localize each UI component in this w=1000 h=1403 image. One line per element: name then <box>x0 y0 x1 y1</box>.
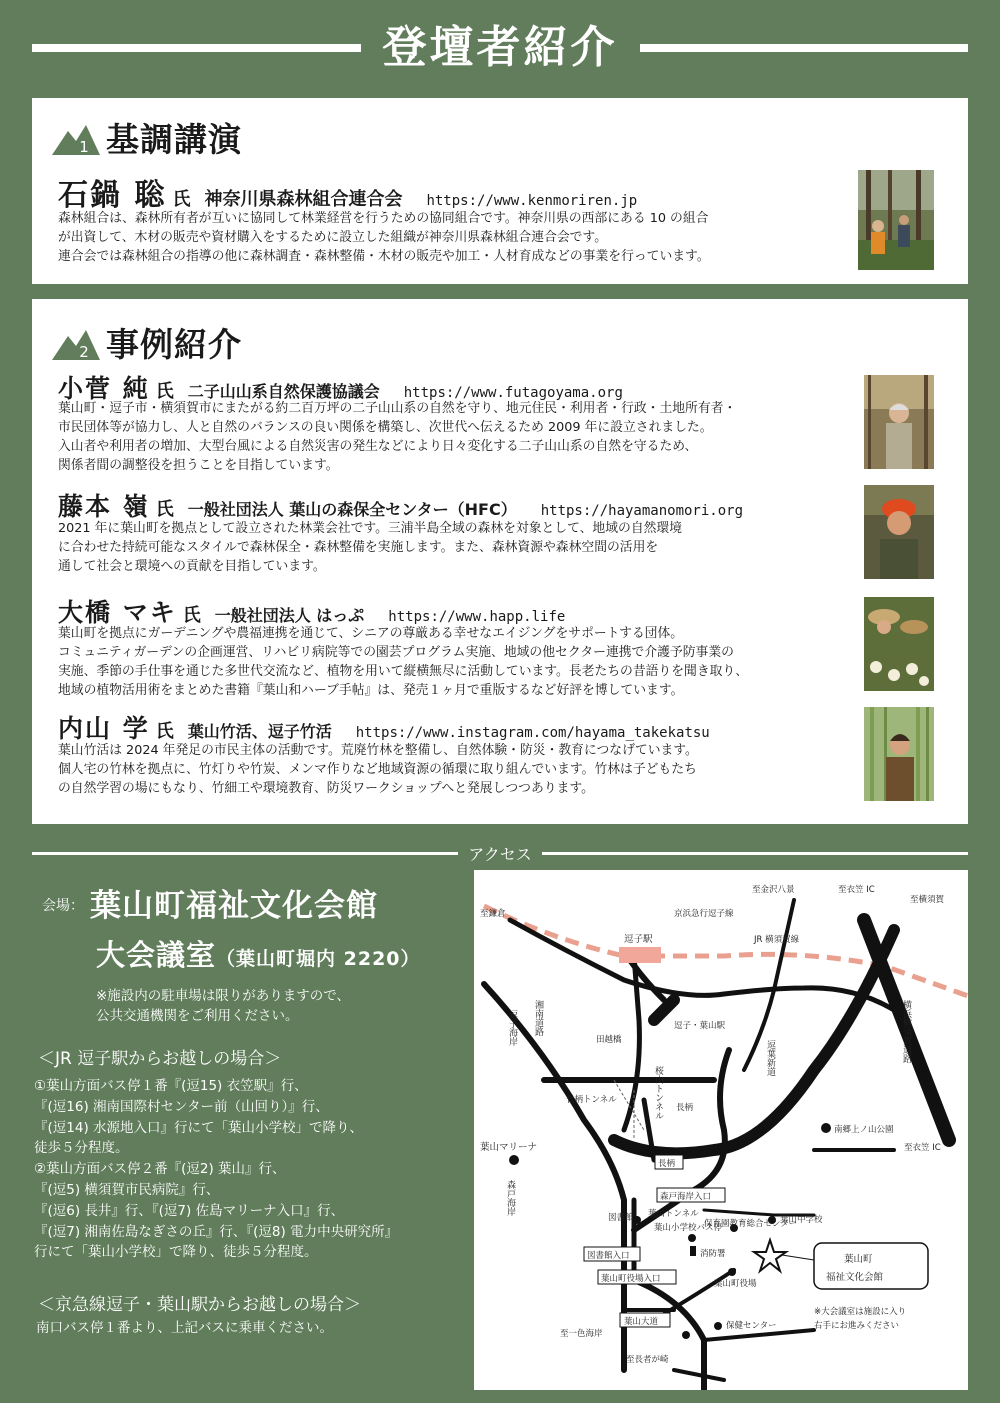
map-label: 桜山トンネル <box>653 1066 663 1120</box>
map-label: 葉山町役場 <box>714 1279 757 1289</box>
map-label: 葉山町役場入口 <box>601 1274 661 1284</box>
speaker-org: 二子山山系自然保護協議会 <box>187 382 380 401</box>
speaker-photo <box>864 375 934 469</box>
note-line: ※施設内の駐車場は限りがありますので、 <box>96 988 351 1004</box>
road <box>704 1330 814 1340</box>
map-label: 至衣笠 IC <box>838 885 875 895</box>
speaker-org: 葉山竹活、逗子竹活 <box>187 722 332 741</box>
map-label: 図書館 <box>608 1213 634 1223</box>
map-label: 田越橋 <box>596 1035 622 1045</box>
speaker-url[interactable]: https://www.kenmoriren.jp <box>426 193 638 209</box>
desc-line: が出資して、木材の販売や資材購入をするために設立した組織が神奈川県森林組合連合会です。 <box>58 230 607 245</box>
desc-line: 葉山竹活は 2024 年発足の市民主体の活動です。荒廃竹林を整備し、自然体験・防災・教育につなげています。 <box>58 743 698 758</box>
desc-line: 2021 年に葉山町を拠点として設立された林業会社です。三浦半島全域の森林を対象として、地域の自然環境 <box>58 521 683 536</box>
map-label: 森戸海岸 <box>505 1180 515 1216</box>
header-rule-right <box>640 44 969 52</box>
case-speaker-row <box>58 487 743 523</box>
venue-room <box>96 933 421 974</box>
desc-line: 個人宅の竹林を拠点に、竹灯りや竹炭、メンマ作りなど地域資源の循環に取り組んでいます。竹林は子どもたち <box>58 762 697 777</box>
map-label: 図書館入口 <box>587 1251 630 1261</box>
map-label: 逗子・葉山駅 <box>674 1021 726 1031</box>
zushi-station-box <box>619 947 661 963</box>
map-label: 横浜横須賀道路 <box>901 1000 911 1063</box>
health-center-point <box>714 1322 722 1330</box>
speaker-honorific: 氏 <box>182 605 201 626</box>
desc-line: 通して社会と環境への貢献を目指しています。 <box>58 559 326 574</box>
map-label: 葉山中学校 <box>780 1215 823 1225</box>
speaker-honorific: 氏 <box>155 721 174 742</box>
header-rule-left <box>32 44 361 52</box>
speaker-name: 藤本 嶺 <box>58 492 150 521</box>
road <box>510 920 894 1010</box>
speaker-description <box>58 399 858 475</box>
route-line: 『(逗7) 湘南佐島なぎさの丘』行、『(逗8) 電力中央研究所』 <box>34 1223 399 1240</box>
map-label: 至横須賀 <box>910 895 945 905</box>
speaker-org: 一般社団法人 はっぷ <box>214 606 365 625</box>
map-label: 至衣笠 IC <box>904 1143 941 1153</box>
map-label: ※大会議室は施設に入り <box>814 1307 907 1317</box>
speaker-description <box>58 624 858 700</box>
map-label: 福祉文化会館 <box>826 1272 884 1283</box>
desc-line: の自然学習の場にもなり、竹細工や環境教育、防災ワークショップへと発展しつつあります。 <box>58 781 594 796</box>
jr-route-heading: ＜JR 逗子駅からお越しの場合＞ <box>38 1049 282 1069</box>
access-map <box>474 870 968 1390</box>
mountain-icon <box>52 326 100 360</box>
desc-line: コミュニティガーデンの企画運営、リハビリ病院等での園芸プログラム実施、地域の他セクター連携で介護予防事業の <box>58 645 734 660</box>
map-label: 保健センター <box>726 1321 777 1331</box>
parking-note <box>96 986 350 1026</box>
map-label: 葉山大道 <box>624 1317 659 1327</box>
map-label: 至一色海岸 <box>560 1329 603 1339</box>
route-line: 『(逗5) 横須賀市民病院』行、 <box>34 1181 220 1198</box>
map-label: 右手にお進みください <box>814 1321 900 1331</box>
marker-point <box>682 1331 690 1339</box>
desc-line: 入山者や利用者の増加、大型台風による自然災害の発生などにより日々変化する二子山山系の自然を守るため、 <box>58 439 698 454</box>
case-speaker-row <box>58 709 710 745</box>
keynote-number: 1 <box>79 137 89 155</box>
map-label: 逗葉新道 <box>765 1040 775 1076</box>
map-label: 保育園教育総合センター <box>704 1219 798 1229</box>
map-label: 京浜急行逗子線 <box>674 909 734 919</box>
marina-point <box>509 1155 519 1165</box>
park-point <box>821 1123 831 1133</box>
desc-line: 関係者間の調整役を担うことを目指しています。 <box>58 458 339 473</box>
venue-label: 会場： <box>42 898 84 914</box>
desc-line: 連合会では森林組合の指導の他に森林調査・森林整備・木材の販売や加工・人材育成などの事業を行っています。 <box>58 249 710 264</box>
access-rule-left <box>32 852 458 855</box>
desc-line: 市民団体等が協力し、人と自然のバランスの良い関係を構築し、次世代へ伝えるため 2009 年に設立されました。 <box>58 420 713 435</box>
speaker-honorific: 氏 <box>155 499 174 520</box>
page-header <box>32 18 968 78</box>
venue-star-icon <box>754 1240 786 1271</box>
cases-number: 2 <box>79 342 89 360</box>
speaker-org: 神奈川県森林組合連合会 <box>204 189 403 210</box>
road <box>654 1000 674 1020</box>
venue-name: 葉山町福祉文化会館 <box>90 888 378 924</box>
desc-line: 葉山町・逗子市・横須賀市にまたがる約二百万坪の二子山山系の自然を守り、地元住民・利用者・行政・土地所有者・ <box>58 401 737 416</box>
access-rule-right <box>542 852 968 855</box>
map-label: 長柄トンネル <box>566 1095 617 1105</box>
route-line: 『(逗6) 長井』行、『(逗7) 佐島マリーナ入口』行、 <box>34 1202 345 1219</box>
speaker-url[interactable]: https://www.futagoyama.org <box>403 385 623 401</box>
speaker-description <box>58 209 858 266</box>
keynote-title: 基調講演 <box>106 120 242 159</box>
desc-line: に合わせた持続可能なスタイルで森林保全・森林整備を実施します。また、森林資源や森林空間の活用を <box>58 540 659 555</box>
desc-line: 葉山町を拠点にガーデニングや農福連携を通じて、シニアの尊厳ある幸せなエイジングをサポートする団体。 <box>58 626 684 641</box>
library-point <box>633 1216 641 1224</box>
route-line: 徒歩５分程度。 <box>34 1140 129 1157</box>
elementary-point <box>688 1234 696 1242</box>
speaker-honorific: 氏 <box>172 189 191 210</box>
room-name: 大会議室 <box>96 938 217 972</box>
map-label: 葉山マリーナ <box>480 1142 538 1153</box>
cases-section <box>32 299 968 824</box>
route-line: 行にて「葉山小学校」で降り、徒歩５分程度。 <box>34 1244 318 1261</box>
route-line: 『(逗16) 湘南国際村センター前（山回り）』行、 <box>34 1098 329 1115</box>
map-label: 長柄 <box>658 1159 676 1169</box>
speaker-description <box>58 519 858 576</box>
speaker-photo <box>858 170 934 270</box>
speaker-photo <box>864 485 934 579</box>
mountain-icon <box>52 121 100 155</box>
map-label: 葉山町 <box>844 1254 873 1265</box>
speaker-url[interactable]: https://hayamanomori.org <box>540 503 744 519</box>
keynote-heading <box>52 114 242 161</box>
map-label: 湘南道路 <box>533 1000 543 1036</box>
venue-address: （葉山町堀内 2220） <box>216 948 421 970</box>
speaker-name: 石鍋 聡 <box>58 178 167 213</box>
map-label: 南郷上ノ山公園 <box>834 1125 894 1135</box>
speaker-honorific: 氏 <box>155 381 174 402</box>
town-office-point <box>728 1268 736 1276</box>
map-label: 消防署 <box>700 1249 726 1259</box>
speaker-name: 内山 学 <box>58 714 150 743</box>
route-line: ②葉山方面バス停２番『(逗2) 葉山』行、 <box>34 1161 286 1178</box>
cases-title: 事例紹介 <box>106 325 242 364</box>
note-line: 公共交通機関をご利用ください。 <box>96 1008 299 1024</box>
keynote-speaker-row <box>58 170 637 214</box>
map-label: 至鎌倉 <box>480 909 506 919</box>
map-label: 至長者が崎 <box>626 1355 669 1365</box>
map-label: 至金沢八景 <box>752 885 795 895</box>
route-line: 『(逗14) 水源地入口』行にて「葉山小学校」で降り、 <box>34 1119 364 1136</box>
map-label: 葉山トンネル <box>648 1209 699 1219</box>
keikyu-route-heading: ＜京急線逗子・葉山駅からお越しの場合＞ <box>38 1295 361 1315</box>
speaker-photo <box>864 707 934 801</box>
desc-line: 地域の植物活用術をまとめた書籍『葉山和ハーブ手帖』は、発売１ヶ月で重版するなど好評を博しています。 <box>58 683 684 698</box>
route-line: ①葉山方面バス停１番『(逗15) 衣笠駅』行、 <box>34 1078 308 1094</box>
desc-line: 森林組合は、森林所有者が互いに協同して林業経営を行うための協同組合です。神奈川県の西部にある 10 の組合 <box>58 211 709 226</box>
cases-heading <box>52 319 242 366</box>
speaker-description <box>58 741 858 798</box>
keynote-section <box>32 98 968 284</box>
desc-line: 実施、季節の手仕事を通じた多世代交流など、植物を用いて縦横無尽に活動しています。長老たちの昔語りを聞き取り、 <box>58 664 749 679</box>
fire-station-marker <box>690 1246 696 1256</box>
map-label: 森戸海岸入口 <box>660 1192 712 1202</box>
keikyu-route: 南口バス停１番より、上記バスに乗車ください。 <box>36 1320 333 1336</box>
map-label: 長柄 <box>676 1103 694 1113</box>
map-label: 逗子駅 <box>624 934 653 945</box>
map-label: JR 横須賀線 <box>754 935 800 945</box>
venue-pointer <box>782 1255 814 1260</box>
speaker-name: 大橋 マキ <box>58 598 177 627</box>
access-title: アクセス <box>468 844 532 864</box>
jr-route-list <box>34 1076 398 1263</box>
speaker-url[interactable]: https://www.happ.life <box>388 609 566 625</box>
speaker-name: 小菅 純 <box>58 374 150 403</box>
map-label: 葉山小学校バス停 <box>654 1223 723 1233</box>
road <box>674 1370 724 1380</box>
map-label: 逗子海岸 <box>507 1010 517 1046</box>
speaker-org: 一般社団法人 葉山の森保全センター（HFC） <box>187 500 517 519</box>
speaker-url[interactable]: https://www.instagram.com/hayama_takekatsu <box>355 725 710 741</box>
speaker-photo <box>864 597 934 691</box>
access-header <box>32 843 968 863</box>
page-title: 登壇者紹介 <box>382 22 618 73</box>
